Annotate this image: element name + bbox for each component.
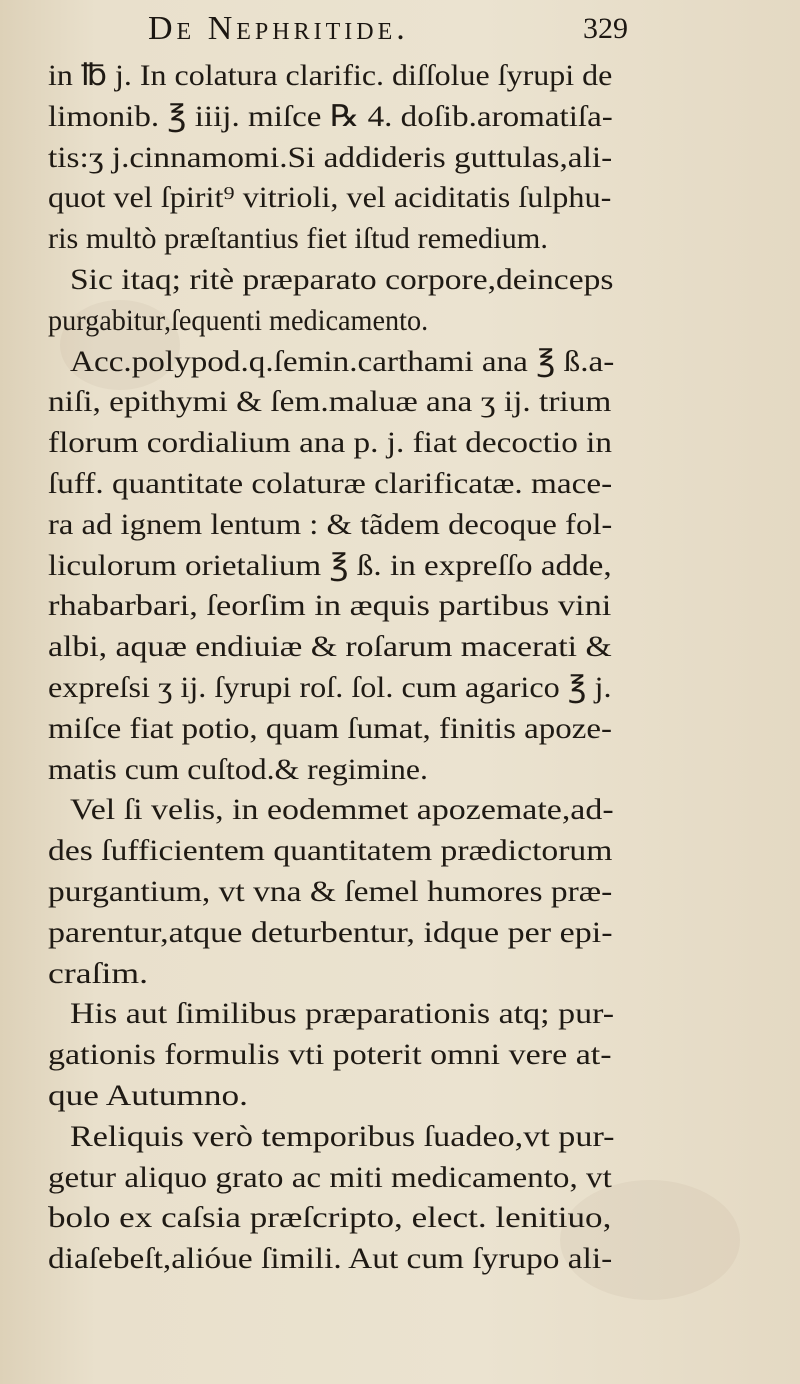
text-line: craſim. [48,956,149,990]
text-line: niſi, epithymi & ſem.maluæ ana ʒ ij. trium [48,385,612,419]
text-line: purgantium, vt vna & ſemel humores præ- [48,875,613,908]
text-line: bolo ex caſsia præſcripto, elect. lenitiuo, [48,1201,612,1235]
text-line: Acc.polypod.q.ſemin.carthami ana ℥ ß.a- [70,344,615,378]
text-line: in ℔ j. In colatura clarific. diſſolue ſyrupi de [48,59,613,92]
text-line: expreſsi ʒ ij. ſyrupi roſ. ſol. cum agarico ℥ j. [48,671,612,704]
text-line: purgabitur,ſequenti medicamento. [48,303,429,337]
text-line: gationis formulis vti poterit omni vere at- [48,1038,612,1072]
text-line: quot vel ſpirit⁹ vitrioli, vel aciditatis ſulphu- [48,181,612,215]
text-line: parentur,atque deturbentur, idque per epi- [48,915,613,949]
text-line: Vel ſi velis, in eodemmet apozemate,ad- [70,793,614,827]
text-line: matis cum cuſtod.& regimine. [48,752,428,786]
text-line: limonib. ℥ iiij. miſce ℞ 4. doſib.aromatiſa- [48,99,613,133]
text-line: diaſebeſt,alióue ſimili. Aut cum ſyrupo ali- [48,1242,613,1276]
text-line: liculorum orietalium ℥ ß. in expreſſo adde, [48,548,612,582]
text-line: des ſufficientem quantitatem prædictorum [48,834,613,868]
text-line: albi, aquæ endiuiæ & roſarum macerati & [48,630,612,664]
text-line: getur aliquo grato ac miti medicamento, vt [48,1160,612,1194]
text-line: His aut ſimilibus præparationis atq; pur- [70,997,615,1031]
text-line: Sic itaq; ritè præparato corpore,deinceps [70,263,614,296]
text-line: florum cordialium ana p. j. fiat decoctio in [48,426,612,460]
text-line: tis:ʒ j.cinnamomi.Si addideris guttulas,ali- [48,140,613,174]
text-line: Reliquis verò temporibus ſuadeo,vt pur- [70,1119,615,1153]
text-line: miſce fiat potio, quam ſumat, finitis apoze- [48,711,613,745]
text-line: ſuff. quantitate colaturæ clarificatæ. mace- [48,467,613,500]
text-line: ris multò præſtantius fiet iſtud remedium. [48,222,548,256]
page-header [148,10,628,54]
page-number: 329 [583,12,628,45]
text-line: ra ad ignem lentum : & tãdem decoque fol- [48,507,613,541]
running-head: De Nephritide. [148,10,409,47]
text-line: rhabarbari, ſeorſim in æquis partibus vini [48,589,612,623]
text-line: que Autumno. [48,1079,248,1112]
